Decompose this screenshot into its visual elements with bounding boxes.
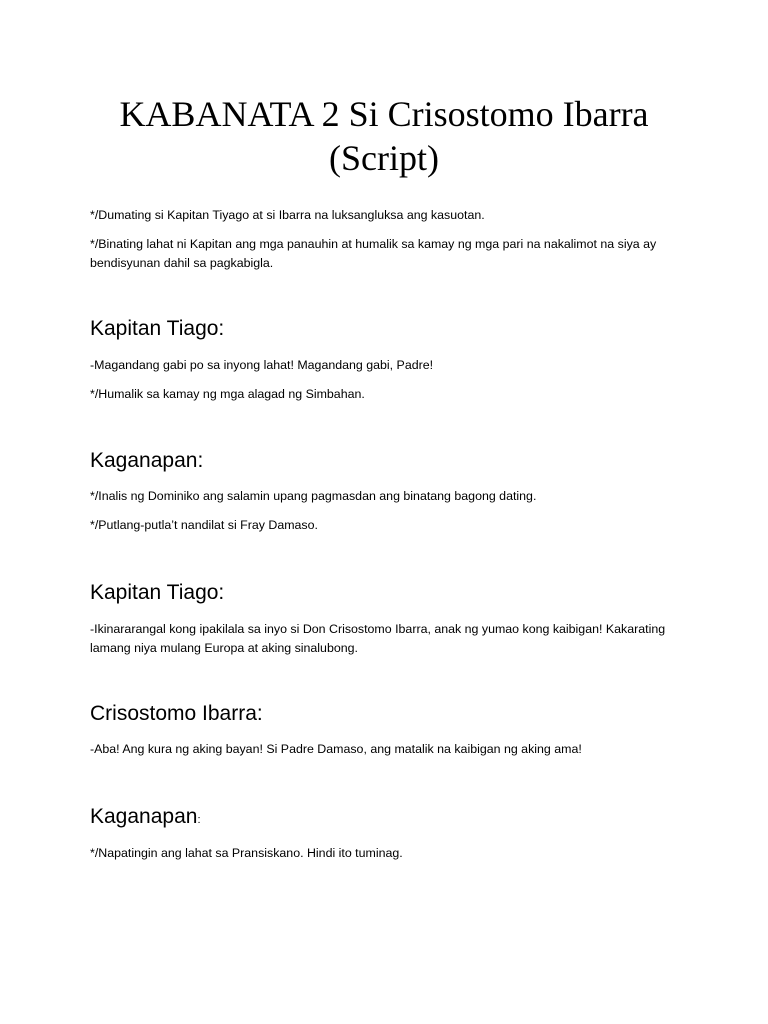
intro-paragraph-1 — [90, 206, 690, 225]
speaker-name — [90, 804, 690, 833]
dialogue-paragraph — [90, 356, 690, 375]
speaker-heading — [90, 701, 690, 727]
title-line-1: KABANATA 2 Si Crisostomo Ibarra — [119, 94, 649, 134]
speaker-colon: : — [197, 814, 201, 826]
speaker-heading — [90, 580, 690, 606]
paragraph-line: lamang niya mulang Europa at aking sinalubong. — [90, 640, 358, 655]
speaker-heading — [90, 448, 690, 474]
stage-direction: */Dumating si Kapitan Tiyago at si Ibarra na luksangluksa ang kasuotan. — [90, 208, 485, 222]
stage-direction: */Humalik sa kamay ng mga alagad ng Simbahan. — [90, 387, 365, 401]
speaker-name: Kapitan Tiago: — [90, 317, 225, 340]
paragraph-line: bendisyunan dahil sa pagkabigla. — [90, 255, 274, 270]
speaker-heading — [90, 804, 690, 833]
paragraph-line: -Ikinararangal kong ipakilala sa inyo si Don Crisostomo Ibarra, anak ng yumao kong kaibigan! Kakarating — [90, 622, 666, 636]
paragraph-line: */Binating lahat ni Kapitan ang mga panauhin at humalik sa kamay ng mga pari na nakalimot na siya ay — [90, 237, 657, 251]
title-line-2: (Script) — [329, 138, 439, 178]
dialogue-paragraph — [90, 620, 690, 657]
speaker-name: Kapitan Tiago: — [90, 581, 225, 604]
stage-direction: */Napatingin ang lahat sa Pransiskano. Hindi ito tuminag. — [90, 846, 403, 860]
intro-paragraph-2 — [90, 235, 690, 272]
dialogue-line — [90, 620, 690, 657]
stage-direction: */Putlang-putla’t nandilat si Fray Damaso. — [90, 518, 318, 532]
dialogue-paragraph — [90, 740, 690, 759]
stage-direction-paragraph — [90, 516, 690, 535]
speaker-name: Crisostomo Ibarra: — [90, 702, 263, 725]
dialogue-line: -Magandang gabi po sa inyong lahat! Magandang gabi, Padre! — [90, 358, 434, 372]
speaker-name-text: Kaganapan — [90, 805, 198, 828]
stage-direction-paragraph — [90, 844, 690, 863]
document-title — [0, 92, 768, 180]
stage-direction-paragraph — [90, 385, 690, 404]
stage-direction — [90, 235, 690, 272]
speaker-name: Kaganapan: — [90, 449, 204, 472]
speaker-heading — [90, 316, 690, 342]
stage-direction-paragraph — [90, 487, 690, 506]
dialogue-line: -Aba! Ang kura ng aking bayan! Si Padre Damaso, ang matalik na kaibigan ng aking ama! — [90, 742, 582, 756]
stage-direction: */Inalis ng Dominiko ang salamin upang pagmasdan ang binatang bagong dating. — [90, 489, 537, 503]
